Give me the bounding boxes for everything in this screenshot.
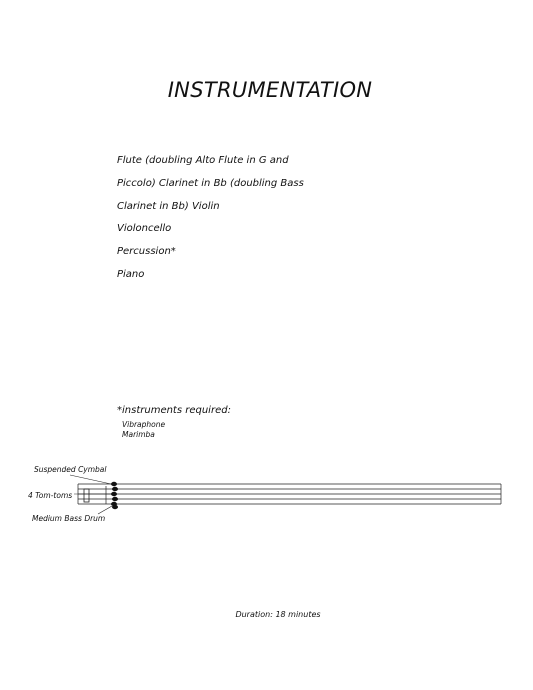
notehead-tom-2 bbox=[111, 492, 117, 496]
instrument-list bbox=[117, 155, 304, 292]
staff-lines bbox=[78, 484, 501, 504]
required-instrument: Marimba bbox=[122, 429, 155, 439]
instrument-line: Piano bbox=[117, 268, 145, 280]
instrument-line: Clarinet in Bb) Violin bbox=[117, 200, 220, 212]
required-instruments-list bbox=[122, 420, 165, 439]
required-instrument: Vibraphone bbox=[122, 420, 166, 429]
duration-text: Duration: 18 minutes bbox=[235, 610, 321, 619]
suspended-cymbal-label: Suspended Cymbal bbox=[34, 465, 107, 474]
notehead-bass-drum bbox=[112, 505, 118, 509]
notehead-tom-3 bbox=[112, 497, 118, 501]
instrument-line: Flute (doubling Alto Flute in G and bbox=[117, 155, 289, 166]
bass-drum-label: Medium Bass Drum bbox=[32, 514, 106, 523]
required-instruments-heading: *instruments required: bbox=[117, 405, 231, 416]
percussion-staff bbox=[0, 470, 533, 530]
noteheads bbox=[111, 482, 118, 509]
notehead-tom-1 bbox=[112, 487, 118, 491]
page-title: INSTRUMENTATION bbox=[167, 78, 373, 102]
instrument-line: Percussion* bbox=[117, 246, 176, 258]
tom-toms-label: 4 Tom-toms bbox=[28, 491, 73, 500]
percussion-clef-icon bbox=[84, 489, 89, 502]
instrument-line: Piccolo) Clarinet in Bb (doubling Bass bbox=[117, 177, 304, 189]
instrument-line: Violoncello bbox=[117, 223, 172, 235]
notehead-cymbal bbox=[111, 482, 117, 486]
